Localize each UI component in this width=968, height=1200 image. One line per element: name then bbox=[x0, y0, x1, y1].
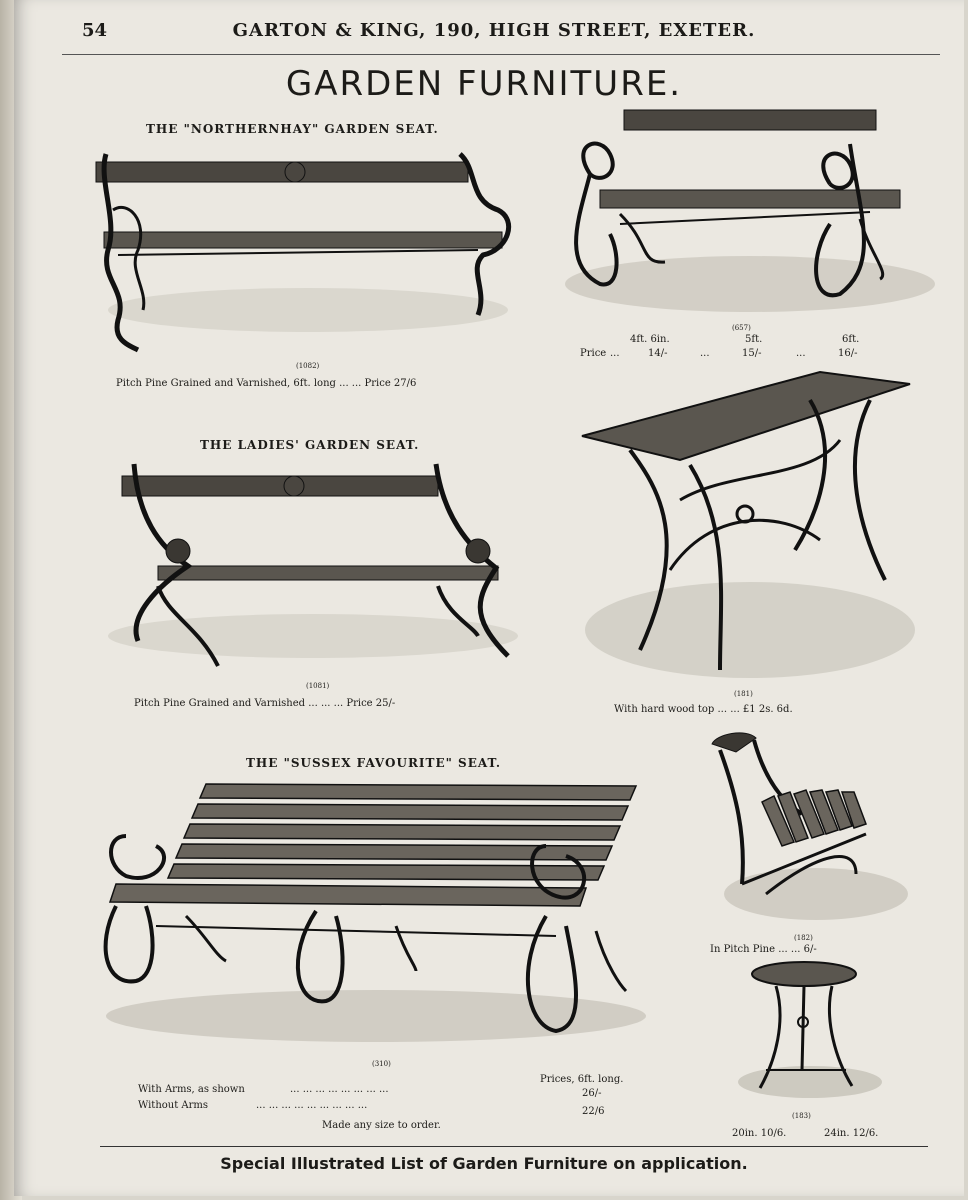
header-rule bbox=[62, 54, 940, 55]
ladies-seat-caption: Pitch Pine Grained and Varnished ... ... ... Price 25/- bbox=[134, 698, 396, 709]
sussex-made-any-size: Made any size to order. bbox=[322, 1120, 441, 1131]
chair-caption: In Pitch Pine ... ... 6/- bbox=[710, 944, 817, 955]
seat-657-price-label: Price bbox=[580, 348, 607, 359]
sussex-without-arms: Without Arms bbox=[138, 1100, 209, 1111]
page-footer: Special Illustrated List of Garden Furniture on application. bbox=[220, 1154, 748, 1173]
sussex-seat-ref: (310) bbox=[372, 1060, 391, 1068]
table-ref: (181) bbox=[734, 690, 753, 698]
northernhay-caption: Pitch Pine Grained and Varnished, 6ft. long ... ... Price 27/6 bbox=[116, 378, 417, 389]
round-table-ref: (183) bbox=[792, 1112, 811, 1120]
ladies-seat-ref: (1081) bbox=[306, 682, 330, 690]
table-caption: With hard wood top ... ... £1 2s. 6d. bbox=[614, 704, 793, 715]
ladies-seat-illustration bbox=[98, 456, 528, 676]
page-title: GARDEN FURNITURE. bbox=[285, 64, 683, 104]
sussex-without-arms-price: 22/6 bbox=[582, 1106, 605, 1117]
northernhay-ref: (1082) bbox=[296, 362, 320, 370]
chair-ref: (182) bbox=[794, 934, 813, 942]
garden-chair-illustration bbox=[706, 724, 906, 924]
ladies-seat-label: THE LADIES' GARDEN SEAT. bbox=[200, 438, 420, 452]
round-table-size-a: 20in. 10/6. bbox=[732, 1128, 787, 1139]
seat-657-price-3: 16/- bbox=[838, 348, 858, 359]
sussex-seat-illustration bbox=[96, 776, 666, 1046]
firm-name: GARTON & KING, 190, HIGH STREET, EXETER. bbox=[232, 20, 756, 41]
seat-657-size-3: 6ft. bbox=[842, 334, 860, 345]
round-table-illustration bbox=[736, 960, 886, 1100]
sussex-with-arms: With Arms, as shown bbox=[138, 1084, 245, 1095]
scroll-arm-seat-illustration bbox=[560, 104, 940, 314]
page-header bbox=[60, 18, 928, 48]
seat-657-size-2: 5ft. bbox=[745, 334, 763, 345]
seat-657-ref: (657) bbox=[732, 324, 751, 332]
sussex-seat-label: THE "SUSSEX FAVOURITE" SEAT. bbox=[246, 756, 502, 770]
sussex-prices-header: Prices, 6ft. long. bbox=[540, 1074, 624, 1085]
sussex-with-arms-price: 26/- bbox=[582, 1088, 602, 1099]
seat-657-price-2: 15/- bbox=[742, 348, 762, 359]
footer-rule bbox=[100, 1146, 928, 1147]
round-table-size-b: 24in. 12/6. bbox=[824, 1128, 879, 1139]
garden-table-illustration bbox=[580, 370, 920, 690]
northernhay-seat-illustration bbox=[88, 140, 528, 360]
seat-657-size-1: 4ft. 6in. bbox=[630, 334, 670, 345]
seat-657-price-1: 14/- bbox=[648, 348, 668, 359]
northernhay-label: THE "NORTHERNHAY" GARDEN SEAT. bbox=[146, 122, 439, 136]
page-number: 54 bbox=[82, 20, 108, 41]
